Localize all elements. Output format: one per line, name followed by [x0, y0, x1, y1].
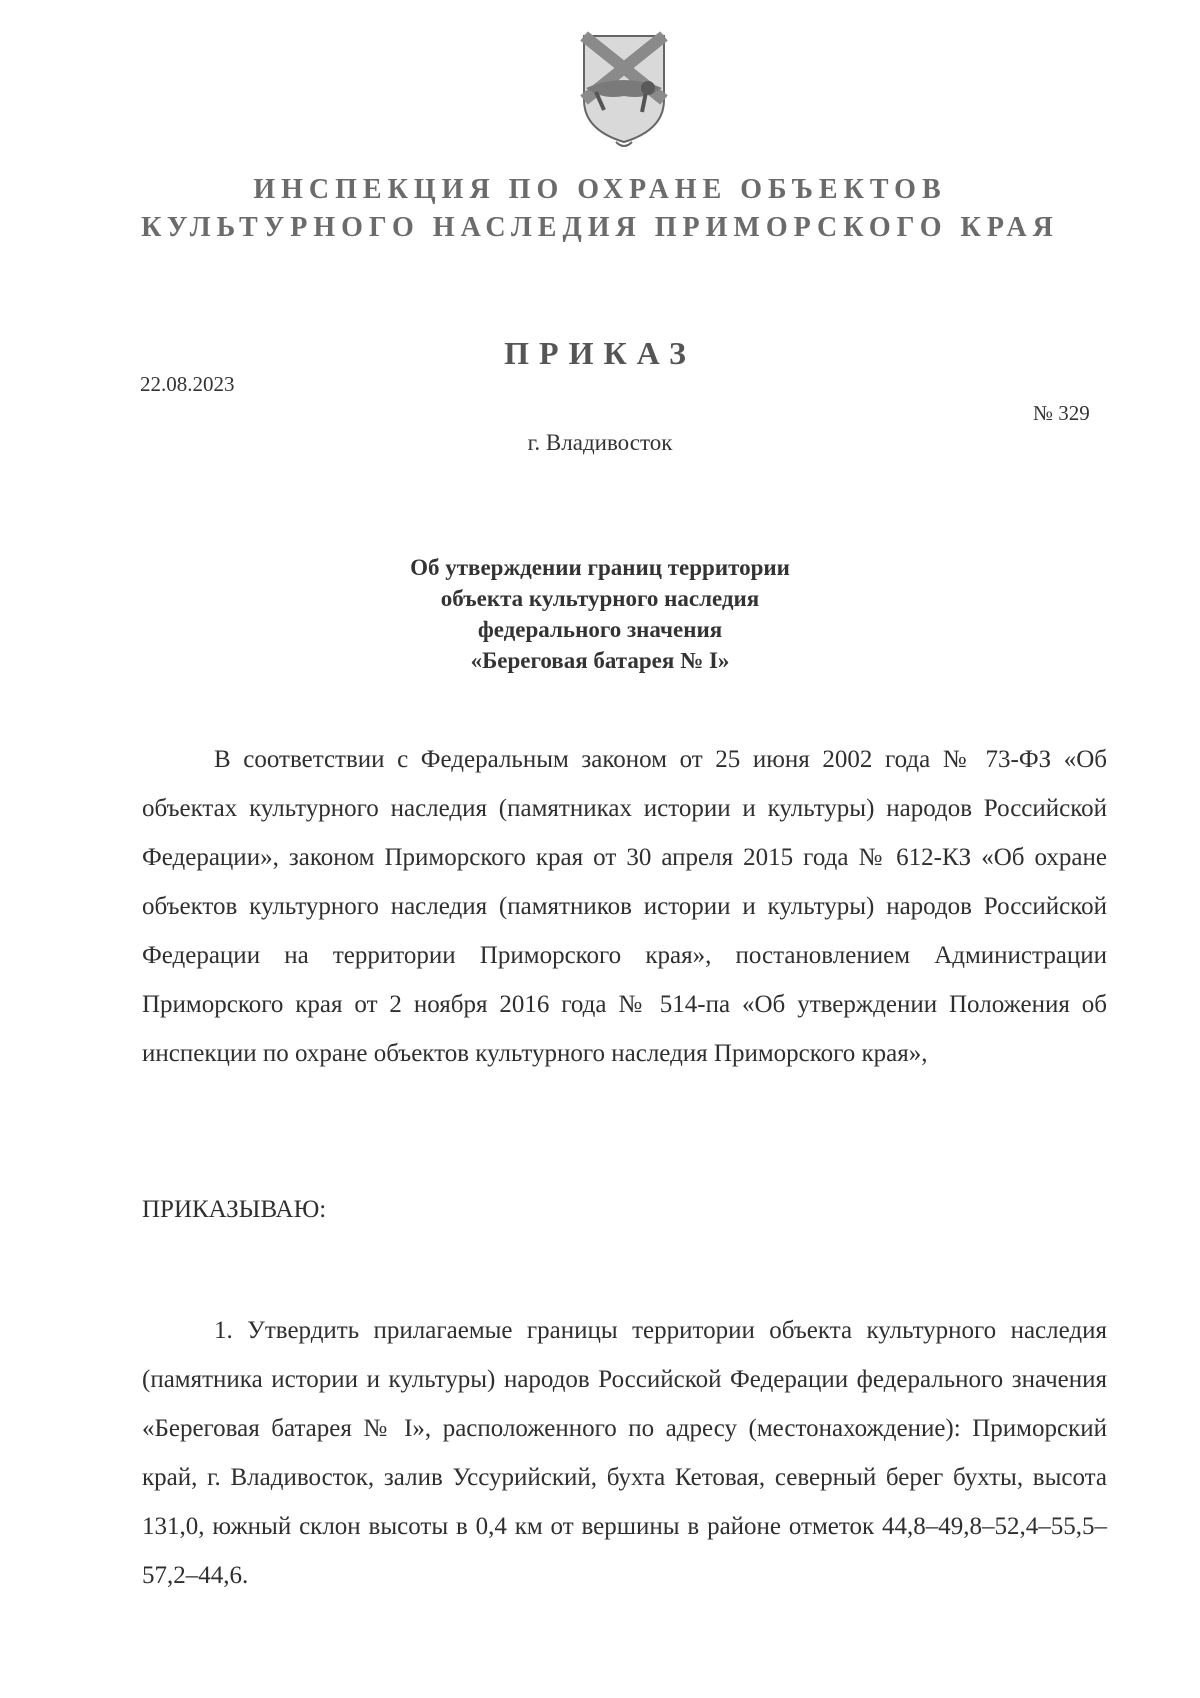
order-item-1: 1. Утвердить прилагаемые границы территории объекта культурного наследия (памятника истории и культуры) народов Российской Федерации федерального значения «Береговая батарея № I», расположенного по адресу (местонахождение): Приморский край, г. Владивосток, залив Уссурийский, бухта Кетовая, северный берег бухты, высота 131,0, южный склон высоты в 0,4 км от вершины в районе отметок 44,8–49,8–52,4–55,5–57,2–44,6.: [142, 1317, 1107, 1589]
subject-line-4: «Береговая батарея № I»: [470, 648, 730, 673]
subject-line-2: объекта культурного наследия: [440, 586, 760, 611]
subject-line-3: федерального значения: [477, 617, 723, 642]
document-subject: [0, 552, 1200, 676]
document-city: г. Владивосток: [527, 430, 673, 455]
preamble-paragraph: В соответствии с Федеральным законом от 25 июня 2002 года № 73-ФЗ «Об объектах культурного наследия (памятниках истории и культуры) народов Российской Федерации», законом Приморского края от 30 апреля 2015 года № 612-КЗ «Об охране объектов культурного наследия (памятников истории и культуры) народов Российской Федерации на территории Приморского края», постановлением Администрации Приморского края от 2 ноября 2016 года № 514-па «Об утверждении Положения об инспекции по охране объектов культурного наследия Приморского края»,: [142, 746, 1107, 1067]
document-number: № 329: [1033, 401, 1090, 425]
ordering-word: ПРИКАЗЫВАЮ:: [142, 1196, 327, 1223]
document-type-title: ПРИКАЗ: [504, 335, 696, 371]
coat-of-arms-emblem: [576, 30, 672, 148]
subject-line-1: Об утверждении границ территории: [410, 555, 790, 580]
organization-name-line1: ИНСПЕКЦИЯ ПО ОХРАНЕ ОБЪЕКТОВ: [253, 174, 947, 205]
organization-name-line2: КУЛЬТУРНОГО НАСЛЕДИЯ ПРИМОРСКОГО КРАЯ: [141, 212, 1059, 243]
document-date: 22.08.2023: [140, 372, 235, 396]
